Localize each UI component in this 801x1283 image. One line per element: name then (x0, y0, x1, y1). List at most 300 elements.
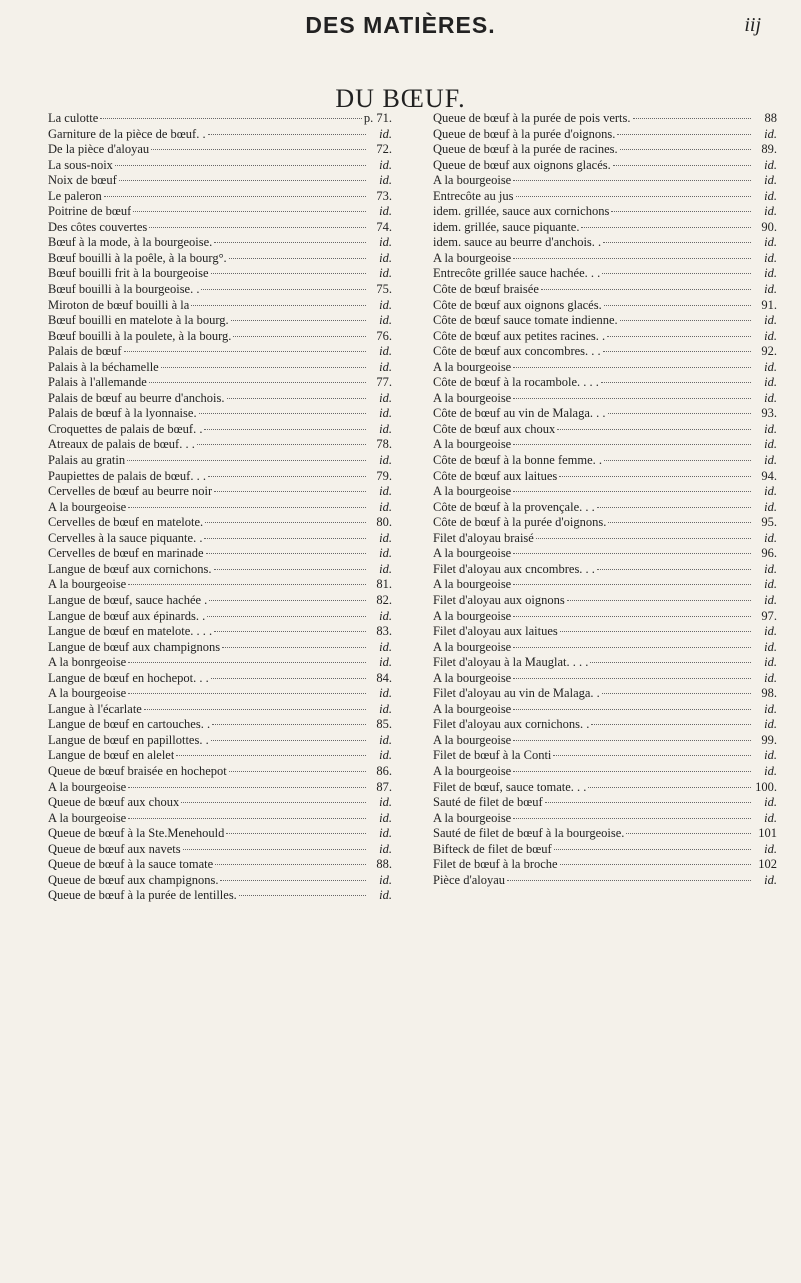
entry-title: Bœuf bouilli en matelote à la bourg. (48, 313, 229, 328)
entry-title: Bœuf bouilli à la bourgeoise. . (48, 282, 200, 297)
entry-title: Bœuf bouilli à la poêle, à la bourg°. (48, 250, 227, 265)
entry-title: A la bourgeoise (48, 499, 127, 514)
dot-leader (608, 413, 751, 414)
entry-title: Côte de bœuf à la provençale. . . (433, 499, 595, 514)
dot-leader (602, 273, 751, 274)
entry-title: Queue de bœuf braisée en hochepot (48, 763, 227, 778)
entry-title: Cervelles de bœuf au beurre noir (48, 484, 213, 499)
page-reference: 78. (376, 437, 392, 452)
entry-title: Miroton de bœuf bouilli à la (48, 297, 190, 312)
index-entry (48, 795, 392, 811)
page-reference: id. (764, 282, 777, 297)
index-entry (48, 655, 392, 671)
entry-title: idem. sauce au beurre d'anchois. . (433, 235, 602, 250)
dot-leader (516, 196, 751, 197)
entry-title: Filet d'aloyau à la Mauglat. . . . (433, 655, 589, 670)
page-reference: id. (764, 375, 777, 390)
dot-leader (588, 787, 751, 788)
page-reference: id. (764, 437, 777, 452)
index-entry (48, 671, 392, 687)
index-entry (433, 329, 777, 345)
index-entry (433, 298, 777, 314)
entry-title: Queue de bœuf aux champignons. (48, 872, 219, 887)
page-reference: id. (764, 624, 777, 639)
dot-leader (602, 693, 751, 694)
dot-leader (214, 242, 366, 243)
entry-title: A la bourgeoise (433, 810, 512, 825)
dot-leader (222, 647, 366, 648)
dot-leader (513, 491, 751, 492)
dot-leader (151, 149, 366, 150)
entry-title: Filet de bœuf à la Conti (433, 748, 552, 763)
dot-leader (133, 211, 366, 212)
index-entry (433, 826, 777, 842)
dot-leader (197, 444, 366, 445)
dot-leader (229, 771, 366, 772)
page-reference: 72. (376, 142, 392, 157)
entry-title: Côte de bœuf braisée (433, 282, 539, 297)
dot-leader (611, 211, 751, 212)
page-reference: id. (764, 670, 777, 685)
index-entry (433, 344, 777, 360)
page-reference: id. (764, 126, 777, 141)
page-reference: id. (379, 546, 392, 561)
entry-title: Langue de bœuf aux cornichons. (48, 561, 212, 576)
index-entry (48, 158, 392, 174)
entry-title: Cervelles de bœuf en matelote. (48, 515, 204, 530)
index-entry (48, 593, 392, 609)
dot-leader (214, 491, 366, 492)
page-reference: 79. (376, 468, 392, 483)
index-entry (433, 313, 777, 329)
page-reference: 99. (761, 732, 777, 747)
page-reference: id. (379, 795, 392, 810)
page-reference: 95. (761, 515, 777, 530)
entry-title: Côte de bœuf à la rocambole. . . . (433, 375, 599, 390)
dot-leader (608, 522, 751, 523)
dot-leader (214, 569, 367, 570)
page-reference: id. (379, 266, 392, 281)
entry-title: A la bourgeoise (433, 484, 512, 499)
dot-leader (617, 134, 751, 135)
dot-leader (513, 444, 751, 445)
index-entry (433, 764, 777, 780)
page-reference: id. (379, 250, 392, 265)
dot-leader (581, 227, 751, 228)
index-entry (433, 360, 777, 376)
dot-leader (613, 165, 751, 166)
index-entry (48, 857, 392, 873)
page-reference: id. (379, 639, 392, 654)
entry-title: A la bourgeoise (433, 732, 512, 747)
page-reference: id. (764, 795, 777, 810)
page-reference: id. (379, 297, 392, 312)
entry-title: Côte de bœuf sauce tomate indienne. (433, 313, 618, 328)
page-reference: 73. (376, 188, 392, 203)
entry-title: Sauté de filet de bœuf à la bourgeoise. (433, 826, 625, 841)
entry-title: Noix de bœuf (48, 173, 117, 188)
index-entry (433, 686, 777, 702)
dot-leader (513, 740, 751, 741)
entry-title: Langue de bœuf en alelet (48, 748, 175, 763)
index-entry (48, 733, 392, 749)
page-reference: 88. (376, 857, 392, 872)
dot-leader (567, 600, 751, 601)
page-reference: id. (379, 390, 392, 405)
index-entry (433, 484, 777, 500)
dot-leader (181, 802, 366, 803)
page-reference: 102 (758, 857, 777, 872)
index-entry (433, 111, 777, 127)
page-reference: id. (764, 872, 777, 887)
entry-title: Langue de bœuf en cartouches. . (48, 717, 211, 732)
dot-leader (211, 273, 366, 274)
index-entry (433, 515, 777, 531)
index-entry (433, 811, 777, 827)
dot-leader (212, 724, 366, 725)
index-entry (48, 111, 392, 127)
index-entry (433, 235, 777, 251)
index-entry (48, 406, 392, 422)
dot-leader (128, 818, 366, 819)
page-reference: 77. (376, 375, 392, 390)
index-entry (48, 748, 392, 764)
index-entry (433, 500, 777, 516)
index-entry (48, 702, 392, 718)
page-reference: 76. (376, 328, 392, 343)
dot-leader (559, 476, 751, 477)
index-entry (48, 531, 392, 547)
dot-leader (104, 196, 366, 197)
page-reference: id. (379, 686, 392, 701)
index-entry (433, 453, 777, 469)
page-reference: id. (764, 639, 777, 654)
index-entry (48, 577, 392, 593)
page-reference: id. (764, 717, 777, 732)
entry-title: A la bourgeoise (433, 250, 512, 265)
dot-leader (144, 709, 366, 710)
entry-title: Côte de bœuf aux laitues (433, 468, 558, 483)
entry-title: Queue de bœuf à la Ste.Menehould (48, 826, 225, 841)
index-entry (433, 780, 777, 796)
entry-title: Queue de bœuf aux navets (48, 841, 181, 856)
index-entry (48, 888, 392, 904)
dot-leader (513, 367, 751, 368)
index-entry (48, 360, 392, 376)
dot-leader (124, 351, 366, 352)
entry-title: A la bonrgeoise (48, 655, 127, 670)
page-reference: id. (379, 126, 392, 141)
page-reference: id. (379, 173, 392, 188)
page-reference: id. (379, 313, 392, 328)
entry-title: Croquettes de palais de bœuf. . (48, 421, 203, 436)
entry-title: Langue de bœuf aux épinards. . (48, 608, 206, 623)
index-entry (433, 873, 777, 889)
index-entry (433, 702, 777, 718)
entry-title: Palais de bœuf à la lyonnaise. (48, 406, 197, 421)
dot-leader (604, 305, 751, 306)
entry-title: Pièce d'aloyau (433, 872, 506, 887)
page-reference: 92. (761, 344, 777, 359)
page-reference: 101 (758, 826, 777, 841)
entry-title: Atreaux de palais de bœuf. . . (48, 437, 195, 452)
entry-title: Filet d'aloyau aux laitues (433, 624, 558, 639)
entry-title: Cervelles à la sauce piquante. . (48, 530, 203, 545)
dot-leader (233, 336, 366, 337)
dot-leader (513, 771, 751, 772)
index-entry (433, 282, 777, 298)
dot-leader (205, 522, 366, 523)
index-entry (48, 686, 392, 702)
index-entry (48, 329, 392, 345)
entry-title: Queue de bœuf à la purée de racines. (433, 142, 618, 157)
dot-leader (128, 584, 366, 585)
entry-title: La culotte (48, 111, 99, 125)
index-entry (48, 391, 392, 407)
page-reference: id. (764, 655, 777, 670)
dot-leader (208, 134, 366, 135)
page-reference: id. (764, 484, 777, 499)
dot-leader (206, 553, 367, 554)
page-reference: id. (764, 453, 777, 468)
entry-title: Côte de bœuf à la purée d'oignons. (433, 515, 607, 530)
dot-leader (513, 616, 751, 617)
page-reference: 94. (761, 468, 777, 483)
entry-title: A la bourgeoise (433, 390, 512, 405)
index-entry (48, 469, 392, 485)
entry-title: A la bourgeoise (433, 763, 512, 778)
index-entry (48, 811, 392, 827)
entry-title: Entrecôte au jus (433, 188, 514, 203)
page-reference: id. (764, 763, 777, 778)
index-entry (48, 842, 392, 858)
entry-title: Langue de bœuf en papillottes. . (48, 732, 209, 747)
page-reference: id. (764, 157, 777, 172)
page-reference: 81. (376, 577, 392, 592)
index-entry (48, 235, 392, 251)
index-entry (48, 127, 392, 143)
index-entry (433, 251, 777, 267)
page-header (0, 12, 801, 42)
page-reference: 89. (761, 142, 777, 157)
page-reference: id. (764, 266, 777, 281)
dot-leader (560, 864, 751, 865)
index-entry (48, 437, 392, 453)
dot-leader (119, 180, 366, 181)
page-reference: id. (379, 841, 392, 856)
page-reference: id. (764, 250, 777, 265)
index-column-right (433, 111, 777, 888)
dot-leader (536, 538, 751, 539)
dot-leader (590, 662, 751, 663)
page-reference: 91. (761, 297, 777, 312)
dot-leader (100, 118, 362, 119)
dot-leader (128, 693, 366, 694)
index-entry (48, 204, 392, 220)
page-reference: id. (379, 872, 392, 887)
dot-leader (513, 553, 751, 554)
index-entry (48, 220, 392, 236)
page-reference: id. (764, 530, 777, 545)
dot-leader (603, 242, 751, 243)
index-entry (433, 577, 777, 593)
dot-leader (229, 258, 366, 259)
index-entry (433, 158, 777, 174)
dot-leader (607, 336, 751, 337)
entry-title: Langue de bœuf, sauce hachée . (48, 592, 208, 607)
section-title: DU BŒUF. (335, 84, 466, 113)
running-title: DES MATIÈRES. (305, 12, 496, 38)
dot-leader (227, 398, 366, 399)
page-reference: 86. (376, 763, 392, 778)
index-entry (433, 437, 777, 453)
dot-leader (208, 476, 366, 477)
entry-title: idem. grillée, sauce aux cornichons (433, 204, 610, 219)
entry-title: Langue à l'écarlate (48, 701, 142, 716)
index-entry (48, 344, 392, 360)
entry-title: A la bourgeoise (48, 686, 127, 701)
page-reference: 80. (376, 515, 392, 530)
page-reference: id. (379, 655, 392, 670)
index-entry (48, 251, 392, 267)
page-reference: id. (379, 530, 392, 545)
entry-title: Filet d'aloyau aux oignons (433, 592, 565, 607)
entry-title: Queue de bœuf à la purée d'oignons. (433, 126, 616, 141)
entry-title: Le paleron (48, 188, 102, 203)
entry-title: Filet d'aloyau aux cornichons. . (433, 717, 590, 732)
page-reference: p. 71. (363, 111, 392, 125)
entry-title: Palais au gratin (48, 453, 126, 468)
dot-leader (211, 678, 366, 679)
index-entry (433, 204, 777, 220)
dot-leader (204, 538, 366, 539)
entry-title: Palais à l'allemande (48, 375, 147, 390)
index-entry (433, 795, 777, 811)
entry-title: Queue de bœuf à la purée de pois verts. (433, 111, 631, 125)
page-reference: id. (379, 157, 392, 172)
entry-title: Filet d'aloyau au vin de Malaga. . (433, 686, 600, 701)
entry-title: Côte de bœuf à la bonne femme. . (433, 453, 603, 468)
dot-leader (128, 507, 366, 508)
dot-leader (199, 413, 366, 414)
index-entry (433, 655, 777, 671)
index-entry (433, 593, 777, 609)
index-entry (433, 842, 777, 858)
page-reference: 98. (761, 686, 777, 701)
page-reference: 87. (376, 779, 392, 794)
dot-leader (128, 787, 366, 788)
index-entry (48, 764, 392, 780)
dot-leader (127, 460, 366, 461)
entry-title: A la bourgeoise (433, 173, 512, 188)
page-reference: id. (764, 359, 777, 374)
dot-leader (183, 849, 366, 850)
dot-leader (209, 600, 366, 601)
index-column-left (48, 111, 392, 904)
page-reference: id. (379, 406, 392, 421)
dot-leader (557, 429, 751, 430)
entry-title: A la bourgeoise (48, 810, 127, 825)
entry-title: A la bourgeoise (48, 779, 127, 794)
index-entry (433, 406, 777, 422)
entry-title: Garniture de la pièce de bœuf. . (48, 126, 206, 141)
dot-leader (211, 740, 366, 741)
entry-title: Filet d'aloyau braisé (433, 530, 534, 545)
index-entry (433, 142, 777, 158)
index-entry (433, 624, 777, 640)
index-entry (433, 375, 777, 391)
index-entry (48, 546, 392, 562)
index-entry (433, 173, 777, 189)
dot-leader (207, 616, 366, 617)
entry-title: Langue de bœuf en hochepot. . . (48, 670, 209, 685)
index-entry (48, 282, 392, 298)
dot-leader (513, 398, 751, 399)
dot-leader (215, 864, 366, 865)
dot-leader (597, 507, 751, 508)
entry-title: Des côtes couvertes (48, 219, 148, 234)
index-entry (433, 857, 777, 873)
entry-title: Langue de bœuf en matelote. . . . (48, 624, 213, 639)
index-entry (48, 453, 392, 469)
index-entry (433, 469, 777, 485)
dot-leader (161, 367, 366, 368)
index-entry (433, 546, 777, 562)
page-reference: id. (379, 235, 392, 250)
page-number: iij (744, 14, 761, 36)
page-reference: 90. (761, 219, 777, 234)
dot-leader (620, 320, 751, 321)
page-reference: 85. (376, 717, 392, 732)
page-reference: id. (379, 421, 392, 436)
dot-leader (513, 584, 751, 585)
index-entry (433, 220, 777, 236)
dot-leader (626, 833, 751, 834)
page-reference: id. (764, 561, 777, 576)
page-reference: 74. (376, 219, 392, 234)
page-reference: 84. (376, 670, 392, 685)
page-reference: id. (764, 328, 777, 343)
entry-title: Bœuf à la mode, à la bourgeoise. (48, 235, 213, 250)
dot-leader (128, 662, 366, 663)
page-reference: id. (379, 732, 392, 747)
entry-title: A la bourgeoise (48, 577, 127, 592)
page-reference: id. (764, 421, 777, 436)
page-reference: id. (764, 577, 777, 592)
dot-leader (191, 305, 366, 306)
entry-title: Côte de bœuf aux oignons glacés. (433, 297, 602, 312)
index-entry (48, 609, 392, 625)
page-reference: id. (764, 173, 777, 188)
page-reference: id. (764, 701, 777, 716)
dot-leader (226, 833, 366, 834)
dot-leader (541, 289, 751, 290)
page-reference: 97. (761, 608, 777, 623)
entry-title: Queue de bœuf à la purée de lentilles. (48, 888, 237, 903)
page-reference: id. (379, 888, 392, 903)
entry-title: A la bourgeoise (433, 437, 512, 452)
page-reference: 96. (761, 546, 777, 561)
entry-title: Entrecôte grillée sauce hachée. . . (433, 266, 601, 281)
index-entry (48, 266, 392, 282)
page-reference: id. (764, 748, 777, 763)
index-entry (433, 189, 777, 205)
dot-leader (239, 895, 366, 896)
entry-title: A la bourgeoise (433, 639, 512, 654)
entry-title: Langue de bœuf aux champignons (48, 639, 221, 654)
dot-leader (513, 678, 751, 679)
index-entry (48, 624, 392, 640)
